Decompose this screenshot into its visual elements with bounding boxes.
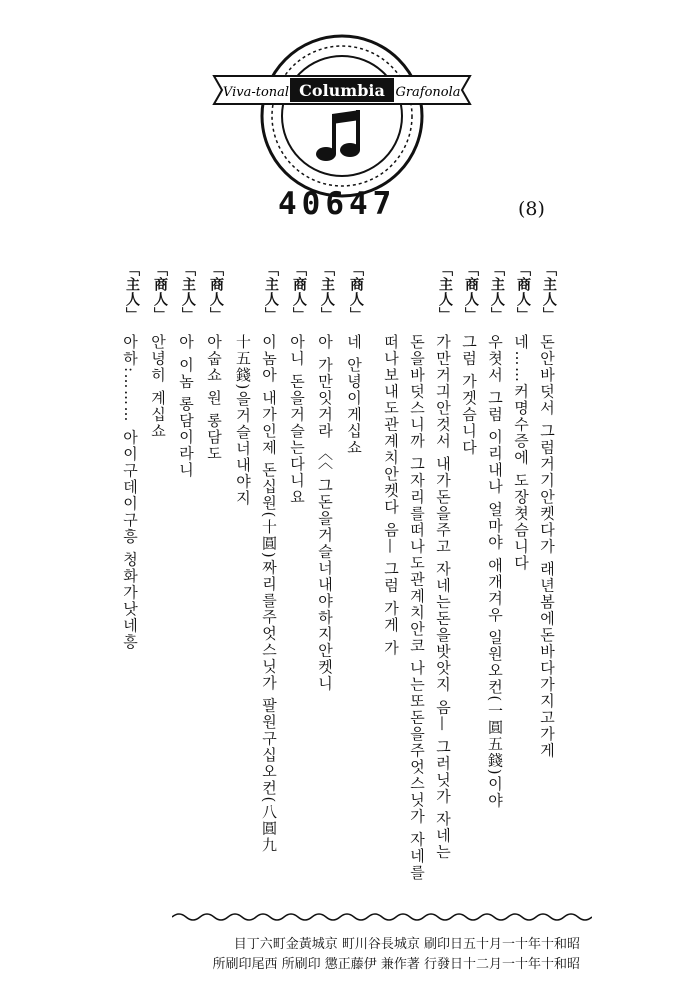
speaker-label: 「主人」 (180, 262, 196, 322)
dialogue-text: 그럼 가겟슴니다 (460, 334, 478, 456)
speaker-label: 「主人」 (263, 262, 279, 322)
logo-center-text: Columbia (299, 81, 385, 100)
dialogue-text: 아 이놈 롱담이라니 (177, 334, 195, 479)
dialogue-text: 아숩쇼 원 롱담도 (205, 334, 223, 463)
logo-left-text: Viva-tonal (222, 85, 290, 100)
dialogue-text: 돈을바덧스니까 그자리를떠나도관계치안코 나는또돈을주엇스닛가 자네를 (408, 334, 426, 881)
speaker-label: 「商人」 (515, 262, 531, 322)
catalog-number: 40647 (278, 186, 397, 222)
dialogue-text: 아하:……… 아이구데이구흥 청화가낫네흥 (121, 334, 139, 651)
dialogue-text: 아니 돈을거슬는다니요 (288, 334, 306, 506)
page-number: (8) (518, 198, 545, 220)
dialogue-text: 네……커명수증에 도장쳣슴니다 (512, 334, 530, 572)
dialogue-text: 우쳣서 그럼 이리내나 얼마야 애개겨우 일원오컨(一圓五錢)이야 (486, 334, 504, 810)
colophon (212, 935, 580, 975)
colophon-row-printing: 昭和十年十一月十五日印刷 京城長谷川町 京城黃金町六丁目 (233, 937, 580, 952)
speaker-label: 「主人」 (489, 262, 505, 322)
speaker-label (405, 262, 429, 328)
dialogue-text: 아 가만잇거라 〈〈 그돈을거슬너내야하지안켓니 (316, 334, 334, 692)
logo-right-text: Grafonola (395, 85, 461, 100)
columbia-logo (206, 32, 478, 210)
dialogue-text: 가만거긔안것서 내가돈을주고 자네는돈을밧앗지 음— 그러닛가 자네는 (434, 334, 452, 861)
speaker-label: 「主人」 (319, 262, 335, 322)
dialogue-text: 十五錢)을거슬너내야지 (234, 334, 252, 507)
speaker-label: 「主人」 (124, 262, 140, 322)
dialogue-text: 떠나보내도관계치안켓다 음— 그럼 가게 가 (382, 334, 400, 657)
speaker-label: 「商人」 (208, 262, 224, 322)
dialogue-text: 돈안바덧서 그럼거기안켓다가 래년봄에돈바다가지고가게 (538, 334, 556, 760)
speaker-label: 「商人」 (463, 262, 479, 322)
speaker-label: 「商人」 (348, 262, 364, 322)
dialogue-text: 네 안녕이게십쇼 (345, 334, 363, 456)
dialogue-text: 이놈아 내가인제 돈십원(十圓)짜리를주엇스닛가 팔원구십오컨(八圓九 (260, 334, 278, 854)
speaker-label: 「主人」 (541, 262, 557, 322)
speaker-label: 「商人」 (152, 262, 168, 322)
speaker-label: 「主人」 (437, 262, 453, 322)
speaker-label (231, 262, 255, 328)
colophon-row-publishing: 昭和十年十一月二十日發行 著作兼 伊藤正懲 印刷所 西尾印刷所 (212, 957, 580, 972)
speaker-label: 「商人」 (291, 262, 307, 322)
speaker-label (379, 262, 403, 328)
dialogue-text: 안녕히 계십쇼 (149, 334, 167, 440)
wavy-divider (172, 911, 592, 923)
